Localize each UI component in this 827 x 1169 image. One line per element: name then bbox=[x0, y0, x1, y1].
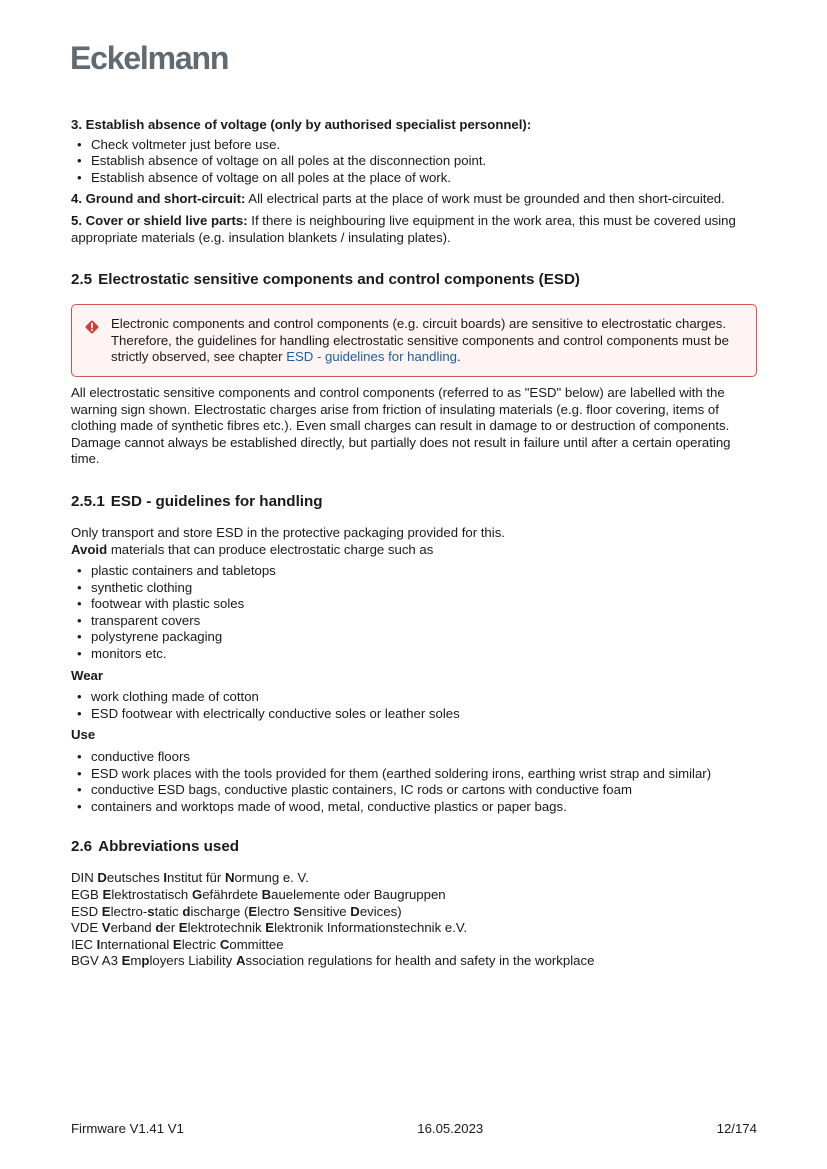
abbreviation-segment: s bbox=[147, 903, 155, 919]
list-item: • ESD footwear with electrically conductive soles or leather soles bbox=[71, 706, 757, 723]
abbreviation-segment: DIN bbox=[71, 870, 98, 886]
abbreviation-segment: I bbox=[96, 936, 101, 952]
abbreviation-segment: ESD bbox=[71, 903, 102, 919]
abbreviation-segment: erband bbox=[110, 920, 156, 936]
list-item: • transparent covers bbox=[71, 613, 757, 630]
footer-firmware: Firmware V1.41 V1 bbox=[71, 1121, 184, 1136]
section-title: ESD - guidelines for handling bbox=[110, 492, 323, 510]
abbreviation-segment: G bbox=[191, 887, 203, 902]
abbreviation-segment: lektronik Informationstechnik e.V. bbox=[274, 920, 468, 936]
list-item: • footwear with plastic soles bbox=[71, 596, 757, 613]
list-item: • Check voltmeter just before use. bbox=[71, 137, 757, 154]
abbreviation-segment: ssociation regulations for health and safety in the workplace bbox=[245, 953, 595, 969]
abbreviation-segment: er bbox=[163, 920, 179, 936]
section-number: 2.5.1 bbox=[71, 492, 105, 510]
abbreviation-segment: E bbox=[265, 920, 275, 936]
list-item: • conductive floors bbox=[71, 749, 757, 766]
section-2-5-heading bbox=[71, 270, 757, 290]
list-item: • synthetic clothing bbox=[71, 580, 757, 597]
abbreviation-segment: auelemente oder Baugruppen bbox=[271, 887, 446, 902]
abbreviation-segment: tatic bbox=[154, 903, 183, 919]
abbreviation-segment: efährdete bbox=[202, 887, 262, 902]
esd-guidelines-link[interactable]: ESD - guidelines for handling bbox=[286, 349, 457, 365]
abbreviation-segment: IEC bbox=[71, 936, 97, 952]
abbreviation-segment: E bbox=[101, 903, 111, 919]
abbreviation-segment: lectric bbox=[181, 936, 220, 952]
abbreviation-segment: nternational bbox=[100, 936, 173, 952]
abbreviation-segment: ormung e. V. bbox=[234, 870, 309, 886]
abbreviation-row bbox=[71, 870, 757, 887]
use-list bbox=[71, 749, 757, 815]
avoid-paragraph bbox=[71, 542, 757, 559]
abbreviation-segment: ischarge ( bbox=[190, 903, 249, 919]
section-2-6-heading bbox=[71, 837, 757, 857]
abbreviation-segment: EGB bbox=[71, 887, 103, 902]
list-item: • Establish absence of voltage on all poles at the disconnection point. bbox=[71, 153, 757, 170]
step5-paragraph bbox=[71, 213, 757, 246]
abbreviation-row bbox=[71, 920, 757, 937]
abbreviation-segment: ommittee bbox=[229, 936, 284, 952]
abbreviation-row bbox=[71, 887, 757, 904]
section-title: Abbreviations used bbox=[98, 838, 240, 856]
abbreviation-segment: D bbox=[350, 903, 360, 919]
wear-heading: Wear bbox=[71, 667, 104, 683]
abbreviation-segment: A bbox=[235, 953, 246, 969]
abbreviation-segment: V bbox=[101, 920, 111, 936]
esd-intro: Only transport and store ESD in the protective packaging provided for this. bbox=[71, 524, 505, 540]
use-heading: Use bbox=[71, 727, 96, 743]
warning-diamond-icon bbox=[84, 319, 100, 335]
step5-text: If there is neighbouring live equipment in the work area, this must be covered using appropriate materials (e.g. insulation blankets / insulating plates). bbox=[71, 212, 736, 245]
step3-heading: 3. Establish absence of voltage (only by authorised specialist personnel): bbox=[71, 117, 532, 132]
abbreviation-segment: lectro- bbox=[110, 903, 148, 919]
abbreviation-segment: E bbox=[102, 887, 112, 902]
abbreviation-segment: S bbox=[293, 903, 302, 919]
esd-warning-box bbox=[71, 304, 757, 377]
abbreviation-segment: d bbox=[155, 920, 164, 936]
step5-lead: 5. Cover or shield live parts: bbox=[71, 212, 248, 228]
abbreviation-segment: I bbox=[163, 870, 168, 886]
abbreviation-segment: N bbox=[224, 870, 235, 886]
footer-date: 16.05.2023 bbox=[417, 1121, 484, 1136]
abbreviation-segment: lectro bbox=[257, 903, 294, 919]
list-item: • containers and worktops made of wood, metal, conductive plastics or paper bags. bbox=[71, 799, 757, 816]
eckelmann-logo: Eckelmann bbox=[70, 40, 229, 76]
warning-end: . bbox=[457, 349, 461, 365]
step4-paragraph bbox=[71, 191, 757, 208]
abbreviation-segment: D bbox=[97, 870, 107, 886]
abbreviation-segment: VDE bbox=[71, 920, 102, 936]
abbreviation-segment: C bbox=[219, 936, 230, 952]
abbreviation-segment: loyers Liability bbox=[149, 953, 236, 969]
step3-list bbox=[71, 137, 757, 187]
wear-list bbox=[71, 689, 757, 722]
list-item: • polystyrene packaging bbox=[71, 629, 757, 646]
page-content bbox=[71, 117, 757, 970]
section-2-5-1-heading bbox=[71, 492, 757, 512]
step4-text: All electrical parts at the place of work must be grounded and then short-circuited. bbox=[245, 191, 725, 207]
avoid-text: materials that can produce electrostatic charge such as bbox=[107, 541, 434, 557]
abbreviation-row bbox=[71, 937, 757, 954]
footer-page-number: 12/174 bbox=[716, 1121, 757, 1136]
abbreviation-segment: m bbox=[130, 953, 142, 969]
avoid-lead: Avoid bbox=[71, 541, 108, 557]
page-footer bbox=[71, 1121, 757, 1138]
abbreviation-segment: evices) bbox=[359, 903, 402, 919]
section-2-5-body: All electrostatic sensitive components and control components (referred to as "ESD" below) are labelled with the warning sign shown. Electrostatic charges arise from friction of insulating materials (e.g. floor covering, items of clothing made of synthetic fibres etc.). Even small charges can result in damage to or destruction of components. Damage cannot always be established directly, but partially does not result in failure until after a certain operating time. bbox=[71, 384, 731, 467]
abbreviation-segment: B bbox=[261, 887, 272, 902]
list-item: • monitors etc. bbox=[71, 646, 757, 663]
abbreviation-segment: ensitive bbox=[301, 903, 351, 919]
section-title: Electrostatic sensitive components and control components (ESD) bbox=[98, 271, 580, 289]
abbreviation-row bbox=[71, 904, 757, 921]
abbreviation-segment: E bbox=[121, 953, 131, 969]
abbreviation-segment: lektrostatisch bbox=[111, 887, 192, 902]
abbreviation-row bbox=[71, 953, 757, 970]
warning-text: Electronic components and control components (e.g. circuit boards) are sensitive to electrostatic charges. Therefore, the guidelines for handling electrostatic sensitive components and control components must be strictly observed, see chapter bbox=[111, 316, 729, 365]
section-number: 2.6 bbox=[71, 838, 93, 856]
list-item: • Establish absence of voltage on all poles at the place of work. bbox=[71, 170, 757, 187]
abbreviation-segment: lektrotechnik bbox=[187, 920, 266, 936]
avoid-list bbox=[71, 563, 757, 663]
list-item: • conductive ESD bags, conductive plastic containers, IC rods or cartons with conductive foam bbox=[71, 782, 757, 799]
abbreviations-list bbox=[71, 870, 757, 970]
list-item: • ESD work places with the tools provided for them (earthed soldering irons, earthing wrist strap and similar) bbox=[71, 766, 757, 783]
abbreviation-segment: nstitut für bbox=[167, 870, 225, 886]
abbreviation-segment: d bbox=[182, 903, 191, 919]
abbreviation-segment: p bbox=[141, 953, 150, 969]
abbreviation-segment: eutsches bbox=[106, 870, 164, 886]
abbreviation-segment: E bbox=[248, 903, 258, 919]
step4-lead: 4. Ground and short-circuit: bbox=[71, 191, 246, 207]
abbreviation-segment: E bbox=[172, 936, 182, 952]
list-item: • plastic containers and tabletops bbox=[71, 563, 757, 580]
abbreviation-segment: BGV A3 bbox=[71, 953, 122, 969]
section-number: 2.5 bbox=[71, 271, 93, 289]
list-item: • work clothing made of cotton bbox=[71, 689, 757, 706]
abbreviation-segment: E bbox=[178, 920, 188, 936]
